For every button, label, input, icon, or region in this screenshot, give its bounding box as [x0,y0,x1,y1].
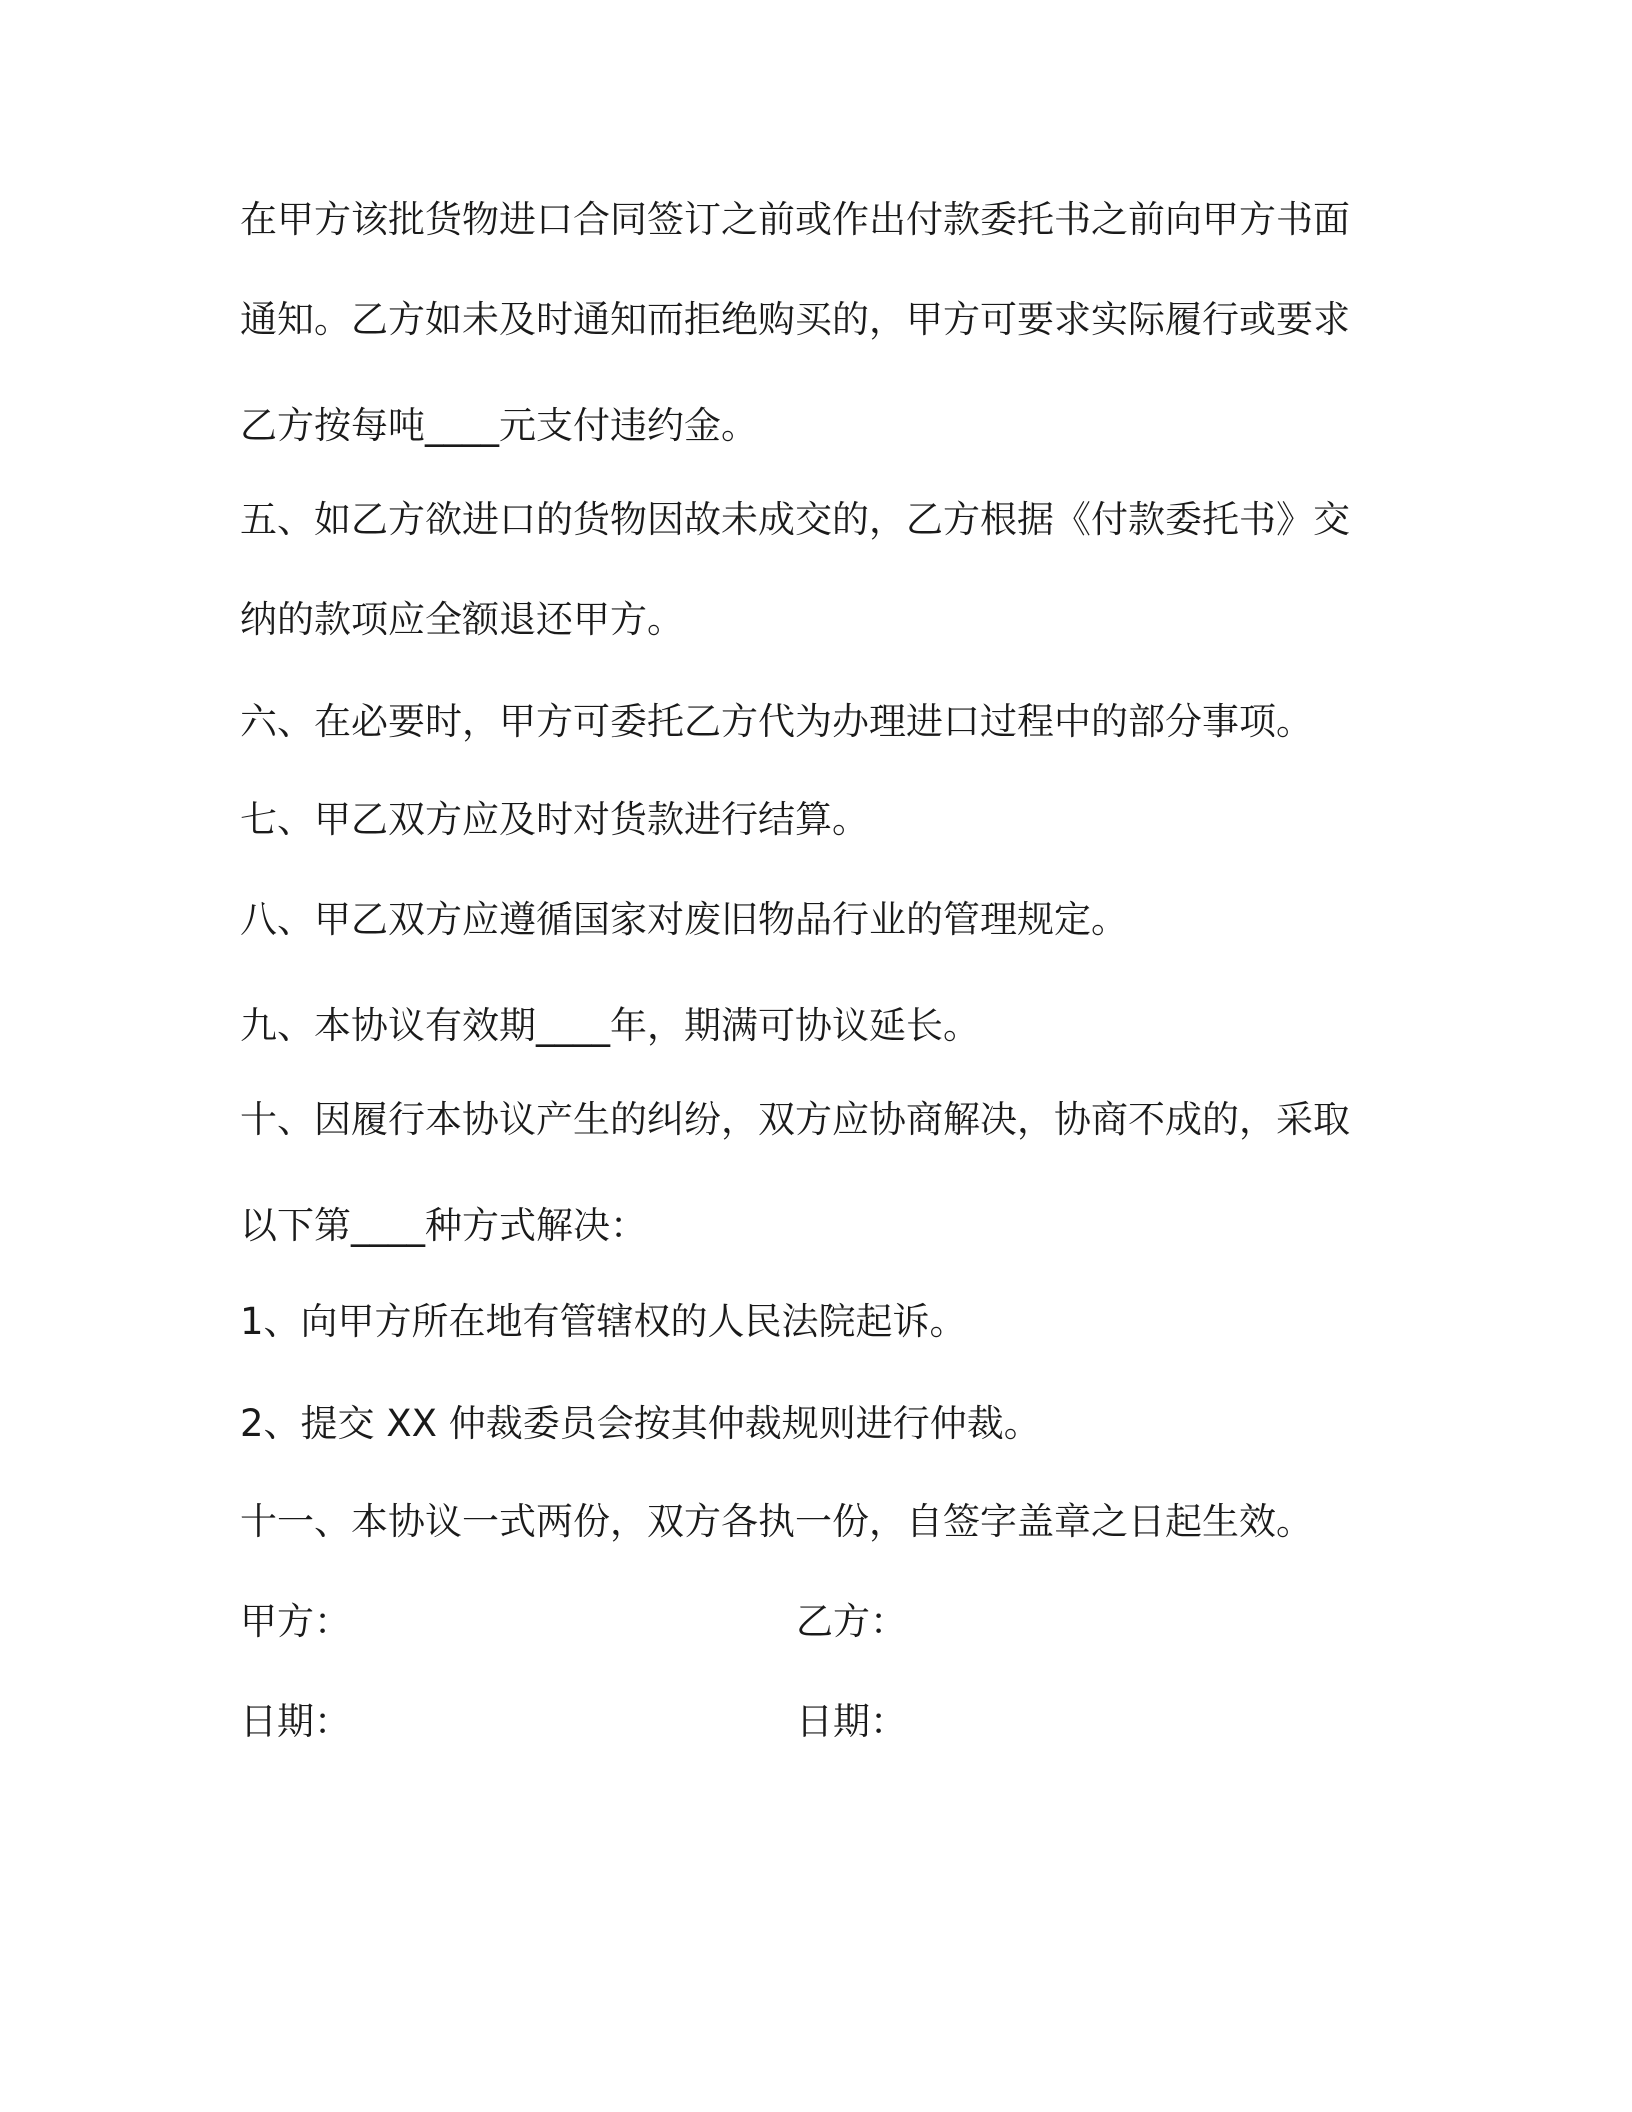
party-b-label: 乙方： [796,1600,907,1643]
party-a-label: 甲方： [240,1600,351,1643]
paragraph-line: 九、本协议有效期____年，期满可协议延长。 [240,1004,980,1047]
paragraph-line: 五、如乙方欲进口的货物因故未成交的，乙方根据《付款委托书》交 [240,498,1350,541]
paragraph-line: 乙方按每吨____元支付违约金。 [240,404,758,447]
paragraph-line: 十、因履行本协议产生的纠纷，双方应协商解决，协商不成的，采取 [240,1098,1350,1141]
paragraph-line: 通知。乙方如未及时通知而拒绝购买的，甲方可要求实际履行或要求 [240,298,1350,341]
date-a-label: 日期： [240,1700,351,1743]
paragraph-line: 十一、本协议一式两份，双方各执一份，自签字盖章之日起生效。 [240,1500,1313,1543]
paragraph-line: 六、在必要时，甲方可委托乙方代为办理进口过程中的部分事项。 [240,700,1313,743]
paragraph-line: 在甲方该批货物进口合同签订之前或作出付款委托书之前向甲方书面 [240,198,1350,241]
paragraph-line: 八、甲乙双方应遵循国家对废旧物品行业的管理规定。 [240,898,1128,941]
paragraph-line: 以下第____种方式解决： [240,1204,647,1247]
paragraph-line: 1、向甲方所在地有管辖权的人民法院起诉。 [240,1300,967,1343]
paragraph-line: 2、提交 XX 仲裁委员会按其仲裁规则进行仲裁。 [240,1402,1041,1445]
paragraph-line: 七、甲乙双方应及时对货款进行结算。 [240,798,869,841]
date-b-label: 日期： [796,1700,907,1743]
paragraph-line: 纳的款项应全额退还甲方。 [240,598,684,641]
